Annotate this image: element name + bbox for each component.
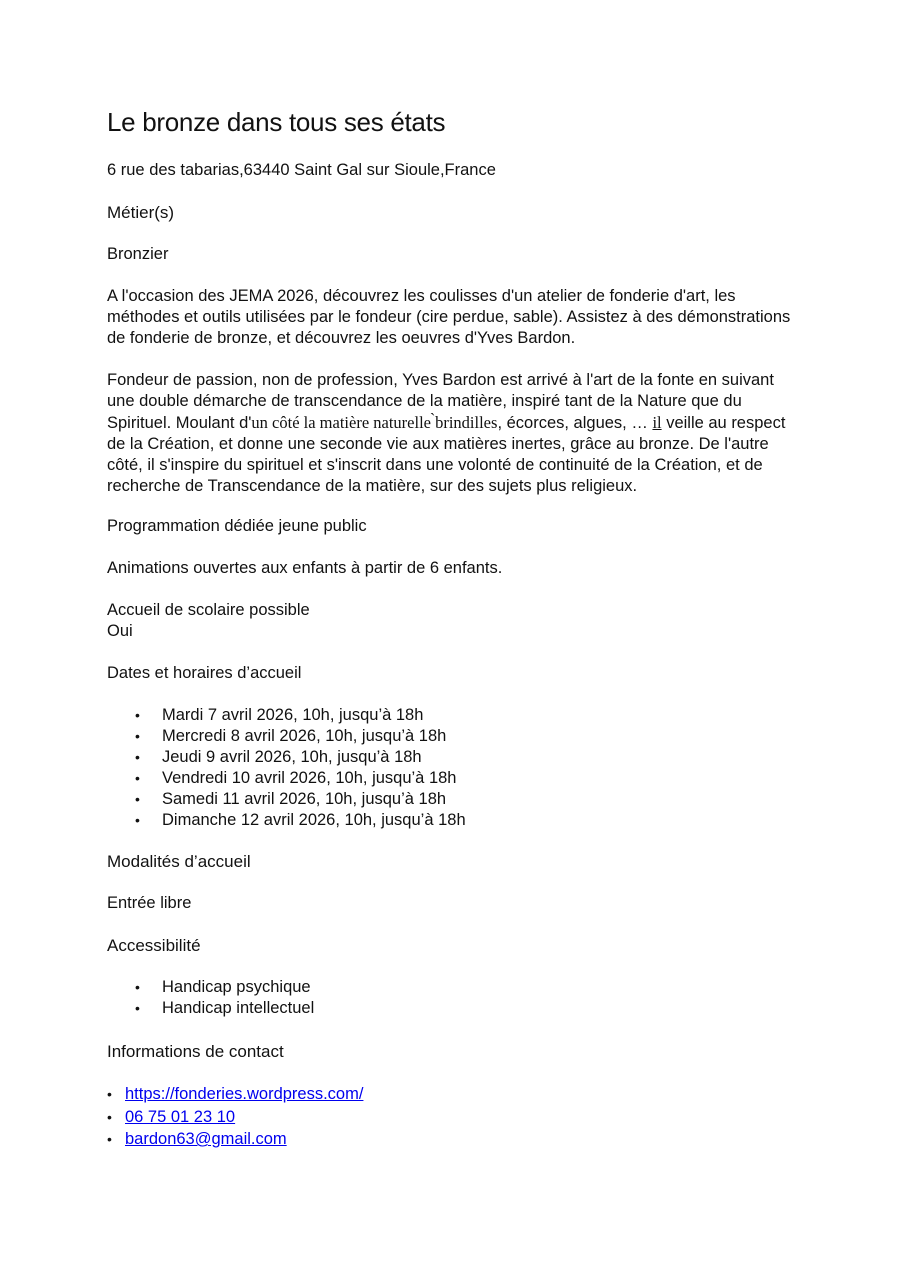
address: 6 rue des tabarias,63440 Saint Gal sur Sioule,France xyxy=(107,161,496,179)
date-text: Vendredi 10 avril 2026, 10h, jusqu’à 18h xyxy=(162,769,457,787)
dates-list xyxy=(107,705,466,831)
scolaire-heading: Accueil de scolaire possible xyxy=(107,601,310,619)
bullet-icon: • xyxy=(135,1000,140,1016)
page-title: Le bronze dans tous ses états xyxy=(107,107,446,137)
bio-text-3: , écorces, algues, … xyxy=(497,414,653,432)
metiers-value: Bronzier xyxy=(107,245,169,263)
scolaire-value: Oui xyxy=(107,622,133,640)
jeune-public-text: Animations ouvertes aux enfants à partir de 6 enfants. xyxy=(107,559,503,577)
list-item xyxy=(107,810,466,831)
accessibility-text: Handicap psychique xyxy=(162,978,311,996)
modalites-heading: Modalités d’accueil xyxy=(107,852,251,871)
jeune-public-heading: Programmation dédiée jeune public xyxy=(107,517,367,535)
accessibilite-heading: Accessibilité xyxy=(107,936,201,955)
list-item xyxy=(107,1083,363,1106)
bio-text-5: veille au respect de la Création, et donne une seconde vie aux matières inertes, grâce au bronze. De l'autre côté, il s'inspire du spirituel et s'inscrit dans une volonté de continuité de la Création, et de recherche de Transcendance de la matière, sur des sujets plus religieux. xyxy=(107,414,786,495)
bullet-icon: • xyxy=(107,1108,112,1125)
list-item xyxy=(107,1128,363,1151)
email-link[interactable]: bardon63@gmail.com xyxy=(125,1130,287,1148)
date-text: Jeudi 9 avril 2026, 10h, jusqu’à 18h xyxy=(162,748,422,766)
bullet-icon: • xyxy=(135,728,140,744)
bullet-icon: • xyxy=(135,707,140,723)
website-link[interactable]: https://fonderies.wordpress.com/ xyxy=(125,1085,364,1103)
bullet-icon: • xyxy=(135,979,140,995)
bullet-icon: • xyxy=(107,1086,112,1102)
bio-text-4: il xyxy=(652,413,662,432)
contact-list xyxy=(107,1083,363,1151)
bio-text-1: Fondeur de passion, non de profession, Yves Bardon est arrivé à l'art de la fonte en suivant une double démarche de transcendance de la matière, inspiré tant de la Nature que du Spirituel. Moulant d' xyxy=(107,371,774,432)
bio-text-2: un côté la matière naturelle ̀brindilles xyxy=(251,413,498,432)
date-text: Samedi 11 avril 2026, 10h, jusqu’à 18h xyxy=(162,790,447,808)
bullet-icon: • xyxy=(135,791,140,807)
list-item xyxy=(107,726,466,747)
contact-heading: Informations de contact xyxy=(107,1042,284,1061)
metiers-heading: Métier(s) xyxy=(107,203,175,222)
list-item xyxy=(107,1106,363,1129)
phone-link[interactable]: 06 75 01 23 10 xyxy=(125,1107,236,1126)
bullet-icon: • xyxy=(107,1131,112,1147)
dates-heading: Dates et horaires d’accueil xyxy=(107,664,302,682)
list-item xyxy=(107,768,466,789)
list-item xyxy=(107,789,466,810)
list-item xyxy=(107,705,466,726)
bullet-icon: • xyxy=(135,749,140,765)
list-item xyxy=(107,998,314,1019)
intro-paragraph: A l'occasion des JEMA 2026, découvrez les coulisses d'un atelier de fonderie d'art, les méthodes et outils utilisées par le fondeur (cire perdue, sable). Assistez à des démonstrations de fonderie de bronze, et découvrez les oeuvres d'Yves Bardon. xyxy=(107,287,791,347)
accessibilite-list xyxy=(107,977,314,1019)
date-text: Mercredi 8 avril 2026, 10h, jusqu’à 18h xyxy=(162,727,447,745)
list-item xyxy=(107,977,314,998)
date-text: Dimanche 12 avril 2026, 10h, jusqu’à 18h xyxy=(162,811,466,829)
date-text: Mardi 7 avril 2026, 10h, jusqu’à 18h xyxy=(162,706,424,724)
bullet-icon: • xyxy=(135,770,140,786)
list-item xyxy=(107,747,466,768)
bullet-icon: • xyxy=(135,812,140,828)
bio-paragraph xyxy=(107,370,797,497)
accessibility-text: Handicap intellectuel xyxy=(162,999,315,1017)
modalites-value: Entrée libre xyxy=(107,894,192,912)
